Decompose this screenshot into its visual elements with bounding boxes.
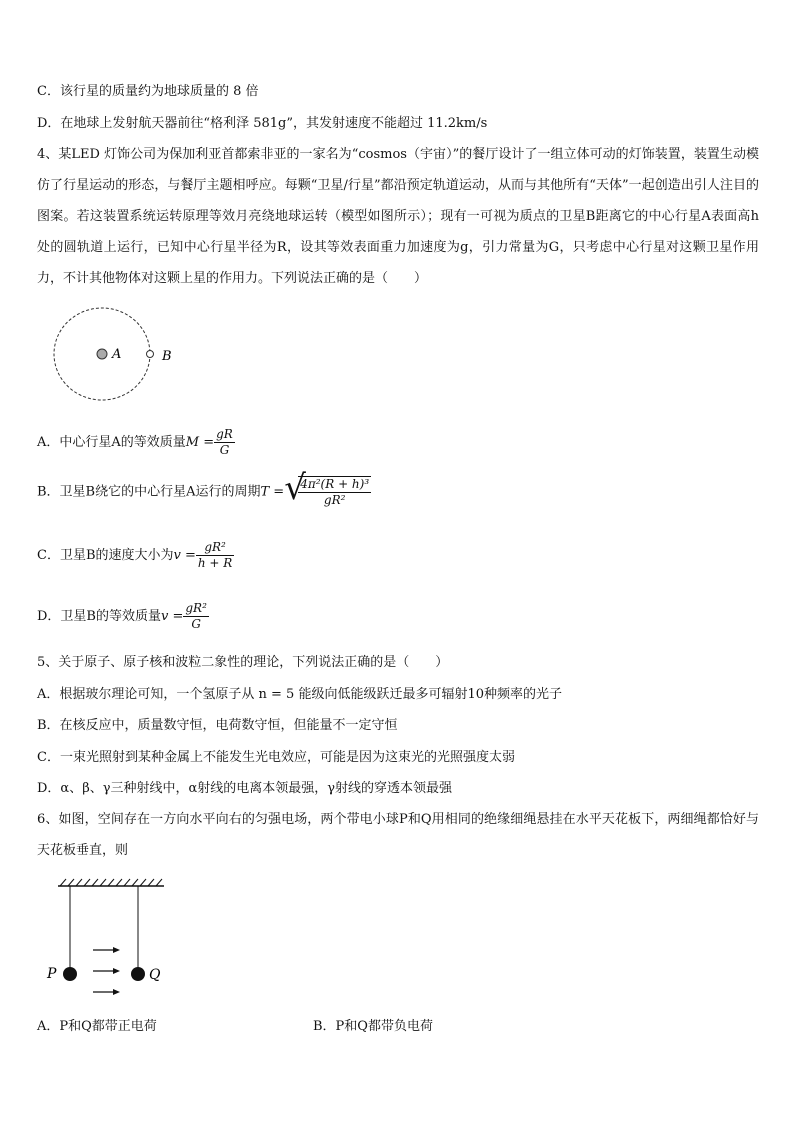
q4-option-d-text: D．卫星B的等效质量 <box>37 609 161 624</box>
q4-option-d-formula <box>183 601 209 632</box>
label-b: B <box>162 349 172 364</box>
field-arrow-3 <box>93 989 120 995</box>
q4-option-a-num: gR <box>216 427 233 441</box>
q4-option-c-den: h + R <box>197 556 233 570</box>
q4-option-d-den: G <box>191 617 201 631</box>
orbit-diagram <box>50 305 190 405</box>
satellite-b <box>147 351 154 358</box>
q4-option-c-lhs: v = <box>173 548 196 563</box>
q4-option-d-num: gR² <box>185 601 207 615</box>
q4-stem: 4、某LED 灯饰公司为保加利亚首都索非亚的一家名为“cosmos（宇宙）”的餐厅设计了一组立体可动的灯饰装置，装置生动模仿了行星运动的形态，与餐厅主题相呼应。每颗“卫星/行星”都沿预定轨道运动，从而与其他所有“天体”一起创造出引人注目的图案。若这装置系统运转原理等效月亮绕地球运转（模型如图所示）；现有一可视为质点的卫星B距离它的中心行星A表面高h处的圆轨道上运行，已知中心行星半径为R，设其等效表面重力加速度为g，引力常量为G，只考虑中心行星对这颗卫星作用力，不计其他物体对这颗上星的作用力。下列说法正确的是（ ） <box>37 147 759 286</box>
q4-option-b-formula <box>284 474 371 510</box>
label-p: P <box>47 966 57 982</box>
q4-option-b-num: √ 4π²(R + h)³ <box>300 476 370 491</box>
q4-option-a-den: G <box>219 443 230 457</box>
q4-option-c-num: gR² <box>196 540 234 556</box>
q4-option-c-formula <box>196 540 234 571</box>
q5-option-a: A．根据玻尔理论可知，一个氢原子从 n = 5 能级向低能级跃迁最多可辐射10种频率的光子 <box>37 687 562 702</box>
planet-a <box>97 349 107 359</box>
q4-option-a <box>37 427 235 458</box>
label-a: A <box>112 347 122 362</box>
q4-option-b <box>37 474 371 511</box>
label-q: Q <box>149 967 161 983</box>
q4-option-b-lhs: T = <box>260 484 285 500</box>
field-arrow-2 <box>93 968 120 974</box>
q4-option-c <box>37 540 234 571</box>
field-diagram <box>40 878 200 1008</box>
q4-option-c-text: C．卫星B的速度大小为 <box>37 548 174 563</box>
q4-option-a-formula <box>214 427 235 458</box>
q3-option-c: C．该行星的质量约为地球质量的 8 倍 <box>37 84 259 99</box>
q4-option-a-lhs: M = <box>185 435 215 450</box>
q6-option-a: A．P和Q都带正电荷 <box>37 1019 157 1034</box>
q3-option-d: D．在地球上发射航天器前往“格利泽 581g”，其发射速度不能超过 11.2km/s <box>37 116 488 131</box>
q5-option-b: B．在核反应中，质量数守恒，电荷数守恒，但能量不一定守恒 <box>37 718 398 733</box>
q4-option-a-text: A．中心行星A的等效质量 <box>37 435 186 450</box>
q6-stem: 6、如图，空间存在一方向水平向右的匀强电场，两个带电小球P和Q用相同的绝缘细绳悬挂在水平天花板下，两细绳都恰好与天花板垂直，则 <box>37 812 759 858</box>
q4-option-b-den: gR² <box>323 492 346 507</box>
q4-option-b-text: B．卫星B绕它的中心行星A运行的周期 <box>37 484 261 500</box>
ball-q <box>131 967 145 981</box>
q4-option-d <box>37 601 209 632</box>
q5-option-d: D．α、β、γ三种射线中，α射线的电离本领最强，γ射线的穿透本领最强 <box>37 781 453 796</box>
q6-option-b: B．P和Q都带负电荷 <box>313 1019 433 1034</box>
q5-option-c: C．一束光照射到某种金属上不能发生光电效应，可能是因为这束光的光照强度太弱 <box>37 750 515 765</box>
field-arrow-1 <box>93 947 120 953</box>
ball-p <box>63 967 77 981</box>
q5-stem: 5、关于原子、原子核和波粒二象性的理论，下列说法正确的是（ ） <box>37 655 449 670</box>
ceiling-hatch <box>60 879 162 886</box>
q4-option-d-lhs: v = <box>160 609 184 624</box>
